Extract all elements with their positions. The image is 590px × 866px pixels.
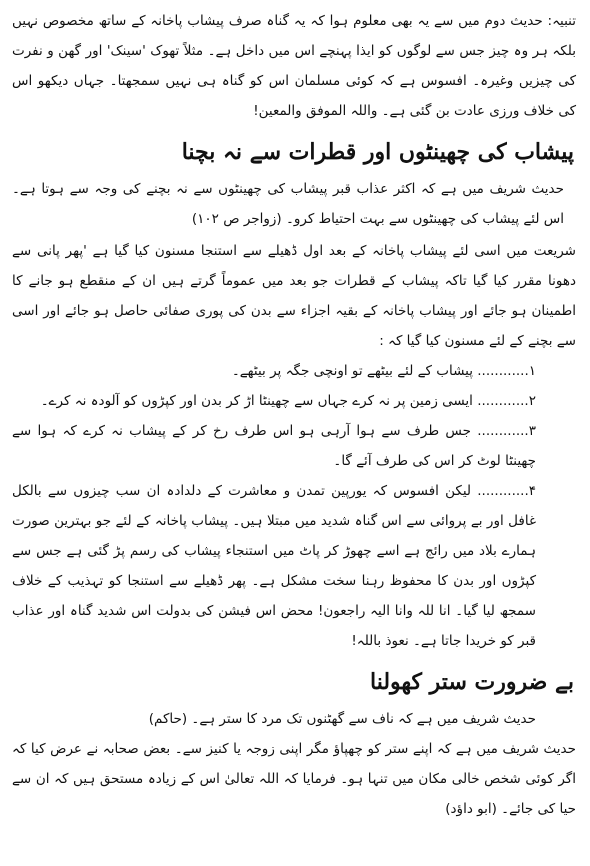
note-paragraph: تنبیہ: حدیث دوم میں سے یہ بھی معلوم ہوا کہ یہ گناہ صرف پیشاب پاخانہ کے ساتھ مخصوص نہیں بلکہ ہر وہ چیز جس سے لوگوں کو ایذا پہنچے اس میں داخل ہے۔ مثلاً تھوک 'سینک' اور گھن و نفرت کی چیزیں وغیرہ۔ افسوس ہے کہ کوئی مسلمان اس کو گناہ ہی نہیں سمجھتا۔ جہاں دیکھو اس کی خلاف ورزی عادت بن گئی ہے۔ واللہ الموفق والمعین! <box>12 13 576 119</box>
hadith-paragraph-grave-punishment: حدیث شریف میں ہے کہ اکثر عذاب قبر پیشاب کی چھینٹوں سے نہ بچنے کی وجہ سے ہوتا ہے۔ اس لئے پیشاب کی چھینٹوں سے بہت احتیاط کرو۔ (زواجر ص ۱۰۲) <box>12 181 564 227</box>
etiquette-list <box>12 356 576 656</box>
list-item: ۴............ لیکن افسوس کہ یورپین تمدن و معاشرت کے دلدادہ ان سب چیزوں سے بالکل غافل اور بے پروائی سے اس گناہ شدید میں مبتلا ہیں۔ پیشاب پاخانہ کے لئے جو بہترین صورت ہمارے بلاد میں رائج ہے اسے چھوڑ کر پاٹ میں استنجاء پیشاب کی رسم پڑ گئی ہے جس سے کپڑوں اور بدن کا محفوظ رہنا سخت مشکل ہے۔ پھر ڈھیلے سے استنجا کو تہذیب کے خلاف سمجھ لیا گیا۔ انا للہ وانا الیہ راجعون! محض اس فیشن کی بدولت اس شدید گناہ اور عذاب قبر کو خریدا جاتا ہے۔ نعوذ باللہ! <box>12 483 536 649</box>
section-heading-uncovering-satr: بے ضرورت ستر کھولنا <box>369 669 574 695</box>
list-item: ۳............ جس طرف سے ہوا آرہی ہو اس طرف رخ کر کے پیشاب نہ کرے کہ ہوا سے چھینٹا لوٹ کر اس کی طرف آئے گا۔ <box>12 423 536 469</box>
hadith-paragraph-satr-limits: حدیث شریف میں ہے کہ ناف سے گھٹنوں تک مرد کا ستر ہے۔ (حاکم) <box>148 711 536 727</box>
list-item: ۲............ ایسی زمین پر نہ کرے جہاں سے چھینٹا اڑ کر بدن اور کپڑوں کو آلودہ نہ کرے۔ <box>40 393 536 409</box>
hadith-paragraph-cover-satr: حدیث شریف میں ہے کہ اپنے ستر کو چھپاؤ مگر اپنی زوجہ یا کنیز سے۔ بعض صحابہ نے عرض کیا کہ اگر کوئی شخص خالی مکان میں تنہا ہو۔ فرمایا کہ اللہ تعالیٰ اس کے زیادہ مستحق ہیں کہ ان سے حیا کی جائے۔ (ابو داؤد) <box>12 741 576 817</box>
list-item: ۱............ پیشاب کے لئے بیٹھے تو اونچی جگہ پر بیٹھے۔ <box>231 363 536 379</box>
section-heading-urine-splashes: پیشاب کی چھینٹوں اور قطرات سے نہ بچنا <box>181 139 574 165</box>
shariah-paragraph: شریعت میں اسی لئے پیشاب پاخانہ کے بعد اول ڈھیلے سے استنجا مسنون کیا گیا ہے 'پھر پانی سے دھونا مقرر کیا گیا تاکہ پیشاب کے قطرات جو بعد میں عموماً گرتے ہیں ان کے منقطع ہو جانے کا اطمینان ہو جائے اور پیشاب پاخانہ کے بقیہ اجزاء سے بدن کی پوری صفائی حاصل ہو جائے اور اسی سے بچنے کے لئے مسنون کیا گیا کہ : <box>12 243 576 349</box>
